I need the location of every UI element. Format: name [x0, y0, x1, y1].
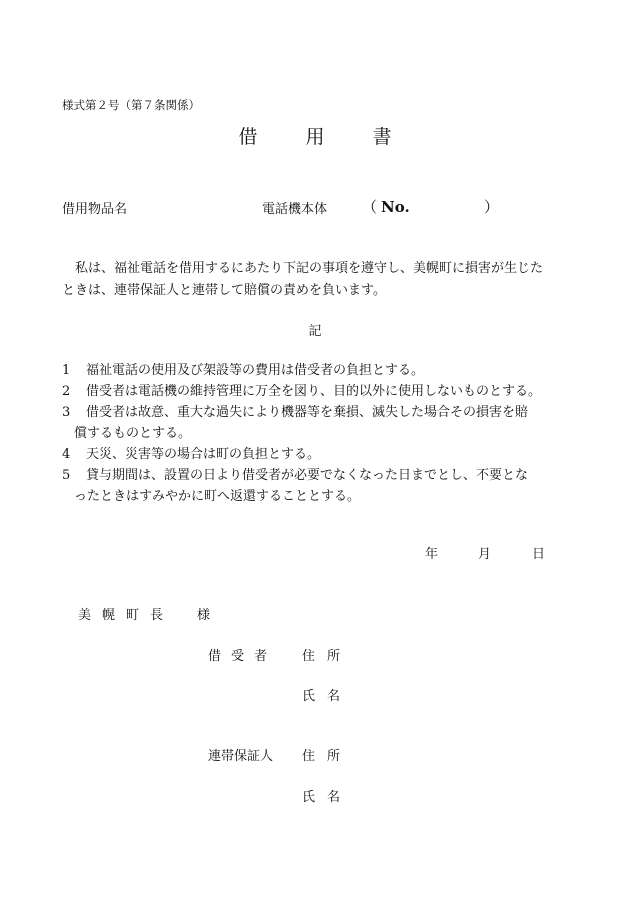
- role-char: 者: [254, 649, 268, 664]
- title-char: 借: [238, 126, 258, 148]
- list-item: [62, 381, 572, 402]
- paren-close: ）: [484, 198, 500, 216]
- field-char: 氏: [302, 689, 316, 704]
- field-char: 名: [327, 689, 341, 704]
- item-number: 5: [62, 468, 71, 483]
- title-char: 用: [305, 126, 325, 148]
- mayor-char: 町: [126, 608, 140, 623]
- item-text: ったときはすみやかに町へ返還することとする。: [74, 489, 361, 504]
- title-char: 書: [372, 126, 392, 148]
- mayor-char: 長: [150, 608, 164, 623]
- borrower-address-label: [302, 645, 340, 664]
- item-number: 2: [62, 384, 71, 399]
- borrowed-item-value: 電話機本体: [262, 202, 328, 217]
- field-char: 住: [302, 749, 316, 764]
- field-char: 所: [327, 649, 341, 664]
- mayor-addressee: [78, 604, 163, 623]
- role-char: 借: [208, 649, 222, 664]
- mayor-char: 美: [78, 608, 92, 623]
- paren-open: （: [362, 198, 378, 216]
- borrowed-item-label: 借用物品名: [62, 202, 128, 217]
- item-text: 借受者は故意、重大な過失により機器等を棄損、滅失した場合その損害を賠: [86, 405, 529, 420]
- item-text: 天災、災害等の場合は町の負担とする。: [86, 447, 321, 462]
- item-text: 貸与期間は、設置の日より借受者が必要でなくなった日までとし、不要とな: [86, 468, 529, 483]
- field-char: 住: [302, 649, 316, 664]
- guarantor-label: 連帯保証人: [208, 749, 274, 764]
- guarantor-address-label: [302, 745, 340, 764]
- field-char: 氏: [302, 790, 316, 805]
- list-item: [62, 465, 572, 486]
- item-text: 借受者は電話機の維持管理に万全を図り、目的以外に使用しないものとする。: [86, 384, 542, 399]
- list-item: [62, 444, 572, 465]
- paragraph-line: 私は、福祉電話を借用するにあたり下記の事項を遵守し、美幌町に損害が生じた: [62, 261, 544, 276]
- paragraph-line: ときは、連帯保証人と連帯して賠償の責めを負います。: [62, 283, 386, 298]
- number-field: [362, 196, 410, 217]
- list-item-continuation: [62, 423, 572, 444]
- honorific: 様: [197, 608, 211, 623]
- list-item-continuation: [62, 486, 572, 507]
- date-day: 日: [532, 547, 546, 562]
- role-char: 受: [231, 649, 245, 664]
- item-number: 3: [62, 405, 71, 420]
- mayor-char: 幌: [102, 608, 116, 623]
- borrower-label: [208, 645, 267, 664]
- list-item: [62, 360, 572, 381]
- item-text: 償するものとする。: [74, 426, 192, 441]
- item-text: 福祉電話の使用及び架設等の費用は借受者の負担とする。: [86, 363, 425, 378]
- guarantor-name-label: [302, 786, 340, 805]
- terms-list: [62, 360, 572, 507]
- item-number: 1: [62, 363, 71, 378]
- ki-heading: 記: [308, 324, 322, 339]
- form-reference: 様式第２号（第７条関係）: [62, 98, 200, 112]
- borrower-name-label: [302, 685, 340, 704]
- date-month: 月: [478, 547, 492, 562]
- list-item: [62, 402, 572, 423]
- number-label: No.: [381, 198, 410, 216]
- declaration-paragraph: [62, 258, 562, 302]
- field-char: 所: [327, 749, 341, 764]
- field-char: 名: [327, 790, 341, 805]
- item-number: 4: [62, 447, 71, 462]
- date-year: 年: [425, 547, 439, 562]
- document-title: [0, 122, 630, 149]
